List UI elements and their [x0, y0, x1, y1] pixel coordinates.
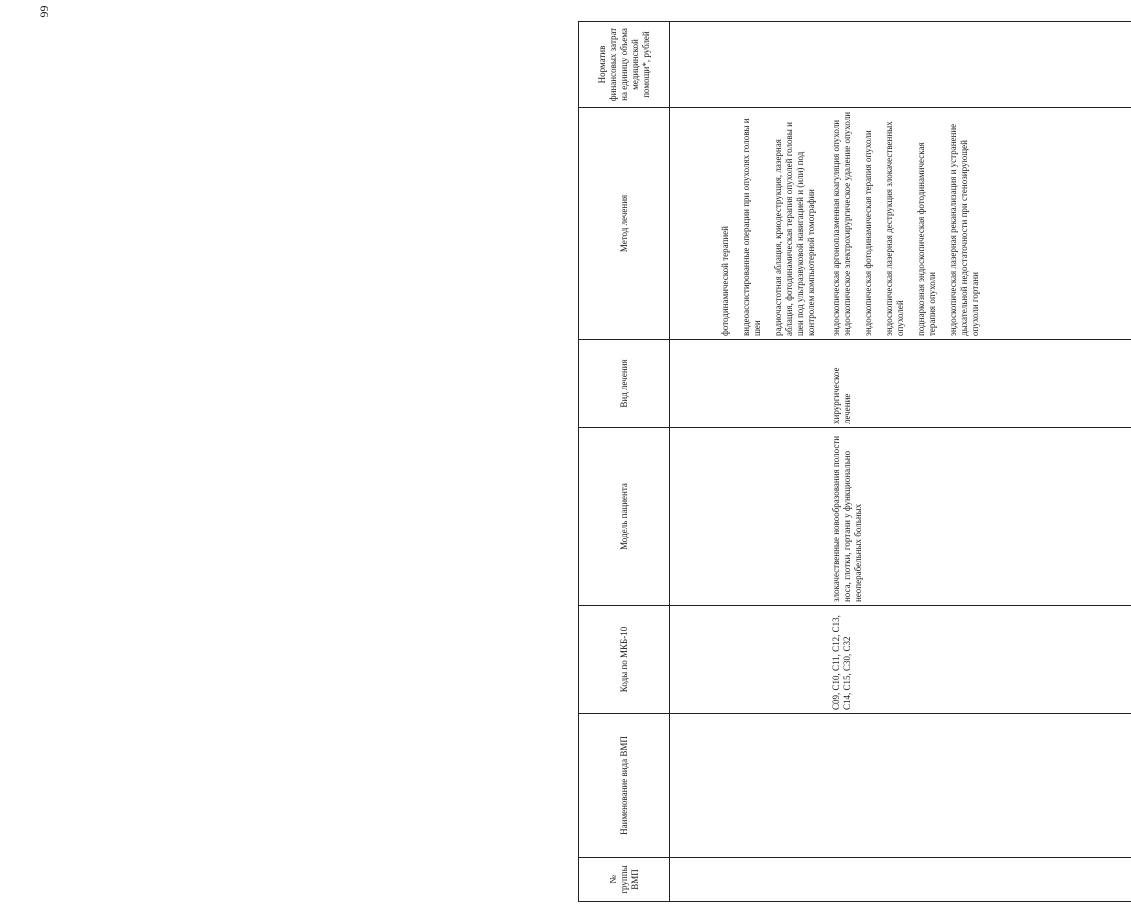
method-item: эндоскопическая лазерная деструкция злокачественных опухолей: [884, 121, 905, 336]
cell-empty: [981, 858, 1131, 902]
table-row-spacer: [981, 22, 1131, 902]
cell-empty: [981, 714, 1131, 858]
method-item: эндоскопическая аргоноплазменная коагуляция опухоли эндоскопическое электрохирургическое удаление опухоли: [831, 111, 852, 336]
header-icd-codes: Коды по МКБ-10: [579, 606, 670, 714]
cell-cost: [670, 22, 818, 108]
method-item: радиочастотная аблация, криодеструкция, лазерная аблация, фотодинамическая терапия опухолей головы и шеи под ультразвуковой навигацией и (или) под контролем компьютерной томографии: [773, 122, 816, 336]
cell-vmp-name: [670, 714, 818, 858]
header-row: [579, 22, 670, 902]
cell-cost: [817, 22, 981, 108]
method-item: видеоассистированные операции при опухолях головы и шеи: [741, 118, 762, 336]
header-group-number: № группы ВМП: [579, 858, 670, 902]
header-cost-norm: Норматив финансовых затрат на единицу объема медицинской помощи*, рублей: [579, 22, 670, 108]
cell-codes: С09, С10, С11, С12, С13, С14, С15, С30, С32: [817, 606, 981, 714]
cell-treatment: [670, 340, 818, 428]
cell-empty: [981, 22, 1131, 108]
table-row-continuation: [670, 22, 818, 902]
rotated-page: [578, 22, 1028, 902]
cell-treatment-type: хирургическое лечение: [817, 340, 981, 428]
method-item: эндоскопическая фотодинамическая терапия опухоли: [863, 130, 873, 336]
cell-group: [670, 858, 818, 902]
table-row: [817, 22, 981, 902]
cell-codes: [670, 606, 818, 714]
cell-empty: [981, 606, 1131, 714]
page-number: 66: [37, 5, 52, 18]
header-treatment-type: Вид лечения: [579, 340, 670, 428]
cell-patient: [670, 428, 818, 606]
method-item: эндоскопическая лазерная реканализация и устранение дыхательной недостаточности при стенозирующей опухоли гортани: [948, 123, 980, 336]
cell-empty: [981, 428, 1131, 606]
vmp-table: [578, 21, 1131, 902]
cell-empty: [981, 340, 1131, 428]
method-item: поднаркозная эндоскопическая фотодинамическая терапия опухоли: [916, 142, 937, 336]
header-patient-model: Модель пациента: [579, 428, 670, 606]
cell-methods: [817, 108, 981, 340]
header-treatment-method: Метод лечения: [579, 108, 670, 340]
method-item: фотодинамической терапией: [720, 226, 730, 336]
header-vmp-name: Наименование вида ВМП: [579, 714, 670, 858]
cell-group: [817, 858, 981, 902]
cell-patient-model: злокачественные новообразования полости носа, глотки, гортани у функционально неоперабельных больных: [817, 428, 981, 606]
cell-methods: [670, 108, 818, 340]
cell-vmp-name: [817, 714, 981, 858]
cell-empty: [981, 108, 1131, 340]
